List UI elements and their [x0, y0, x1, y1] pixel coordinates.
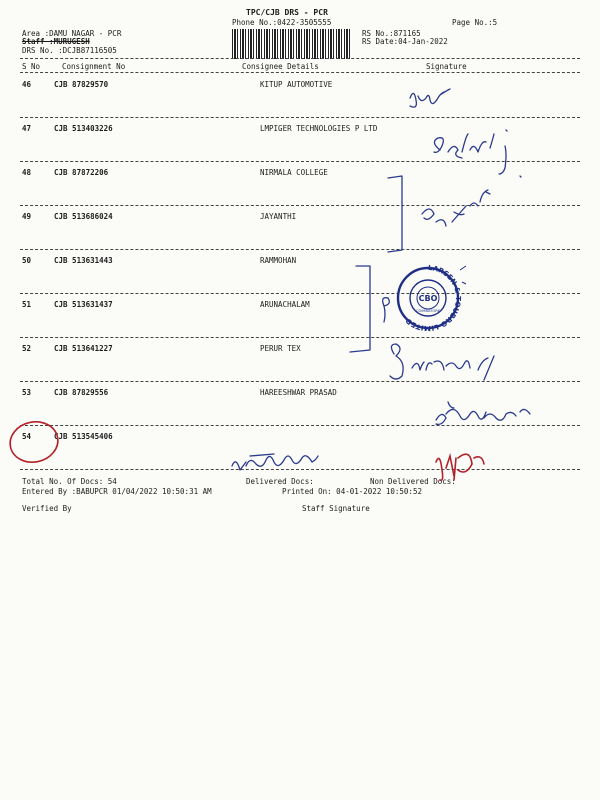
- col-header-sno: S No: [22, 62, 41, 71]
- total-docs: Total No. Of Docs: 54: [22, 477, 117, 486]
- row-consignment: CJB 513641227: [54, 344, 113, 353]
- row-sno: 48: [22, 168, 32, 177]
- col-header-consignee: Consignee Details: [242, 62, 319, 71]
- row-consignee: RAMMOHAN: [260, 256, 297, 265]
- rs-number: RS No.:871165: [362, 29, 421, 38]
- row-consignment: CJB 87829570: [54, 80, 109, 89]
- row-consignee: JAYANTHI: [260, 212, 297, 221]
- red-mark-row-54: [436, 454, 484, 480]
- delivered-docs: Delivered Docs:: [246, 477, 314, 486]
- signature-row-46: [410, 89, 450, 107]
- row-sno: 53: [22, 388, 32, 397]
- signature-row-47: [434, 130, 521, 177]
- row-consignment: CJB 513631437: [54, 300, 113, 309]
- verified-by: Verified By: [22, 504, 72, 513]
- row-sno: 52: [22, 344, 32, 353]
- row-consignee: ARUNACHALAM: [260, 300, 310, 309]
- signature-row-53: [436, 402, 530, 424]
- row-consignment: CJB 87829556: [54, 388, 109, 397]
- staff-signature-label: Staff Signature: [302, 504, 370, 513]
- area-label: Area :DAMU NAGAR - PCR: [22, 29, 122, 38]
- entered-by: Entered By :BABUPCR 01/04/2022 10:50:31 AM: [22, 487, 212, 496]
- row-sno: 49: [22, 212, 32, 221]
- row-consignment: CJB 513631443: [54, 256, 113, 265]
- non-delivered-docs: Non Delivered Docs:: [370, 477, 456, 486]
- col-header-consignment: Consignment No: [62, 62, 126, 71]
- staff-label: Staff :MURUGESH: [22, 37, 90, 46]
- stamp-ring-text: LARSEN & TOUBRO LIMITED: [404, 263, 462, 333]
- row-consignment: CJB 513545406: [54, 432, 113, 441]
- stamp-larsen-toubro: [398, 264, 466, 332]
- red-circle-row-54: [6, 417, 61, 466]
- signature-mark-51: [383, 298, 390, 322]
- printed-on: Printed On: 04-01-2022 10:50:52: [282, 487, 422, 496]
- stamp-center-text: CBO: [418, 294, 438, 303]
- row-consignee: LMPIGER TECHNOLOGIES P LTD: [260, 124, 378, 133]
- row-consignment: CJB 87872206: [54, 168, 109, 177]
- page-number: Page No.:5: [452, 18, 498, 27]
- row-consignment: CJB 513403226: [54, 124, 113, 133]
- phone-number: Phone No.:0422-3505555: [232, 18, 332, 27]
- row-sno: 46: [22, 80, 32, 89]
- stamp-sub-text: COIMBATORE: [416, 309, 440, 313]
- row-consignee: HAREESHWAR PRASAD: [260, 388, 337, 397]
- row-sno: 50: [22, 256, 32, 265]
- rs-date: RS Date:04-Jan-2022: [362, 37, 448, 46]
- drs-number: DRS No. :DCJB87116505: [22, 46, 117, 55]
- row-consignee: NIRMALA COLLEGE: [260, 168, 328, 177]
- signature-delivered-docs: [232, 454, 318, 470]
- document-title: TPC/CJB DRS - PCR: [246, 8, 328, 17]
- row-consignment: CJB 513686024: [54, 212, 113, 221]
- bracket-rows-50-52: [350, 266, 370, 352]
- signature-row-52: [390, 344, 494, 380]
- row-consignee: PERUR TEX: [260, 344, 301, 353]
- col-header-signature: Signature: [426, 62, 467, 71]
- row-sno: 51: [22, 300, 32, 309]
- row-consignee: KITUP AUTOMOTIVE: [260, 80, 333, 89]
- signature-row-48: [422, 190, 490, 226]
- row-sno: 47: [22, 124, 32, 133]
- row-sno: 54: [22, 432, 32, 441]
- bracket-rows-48-49: [388, 176, 402, 252]
